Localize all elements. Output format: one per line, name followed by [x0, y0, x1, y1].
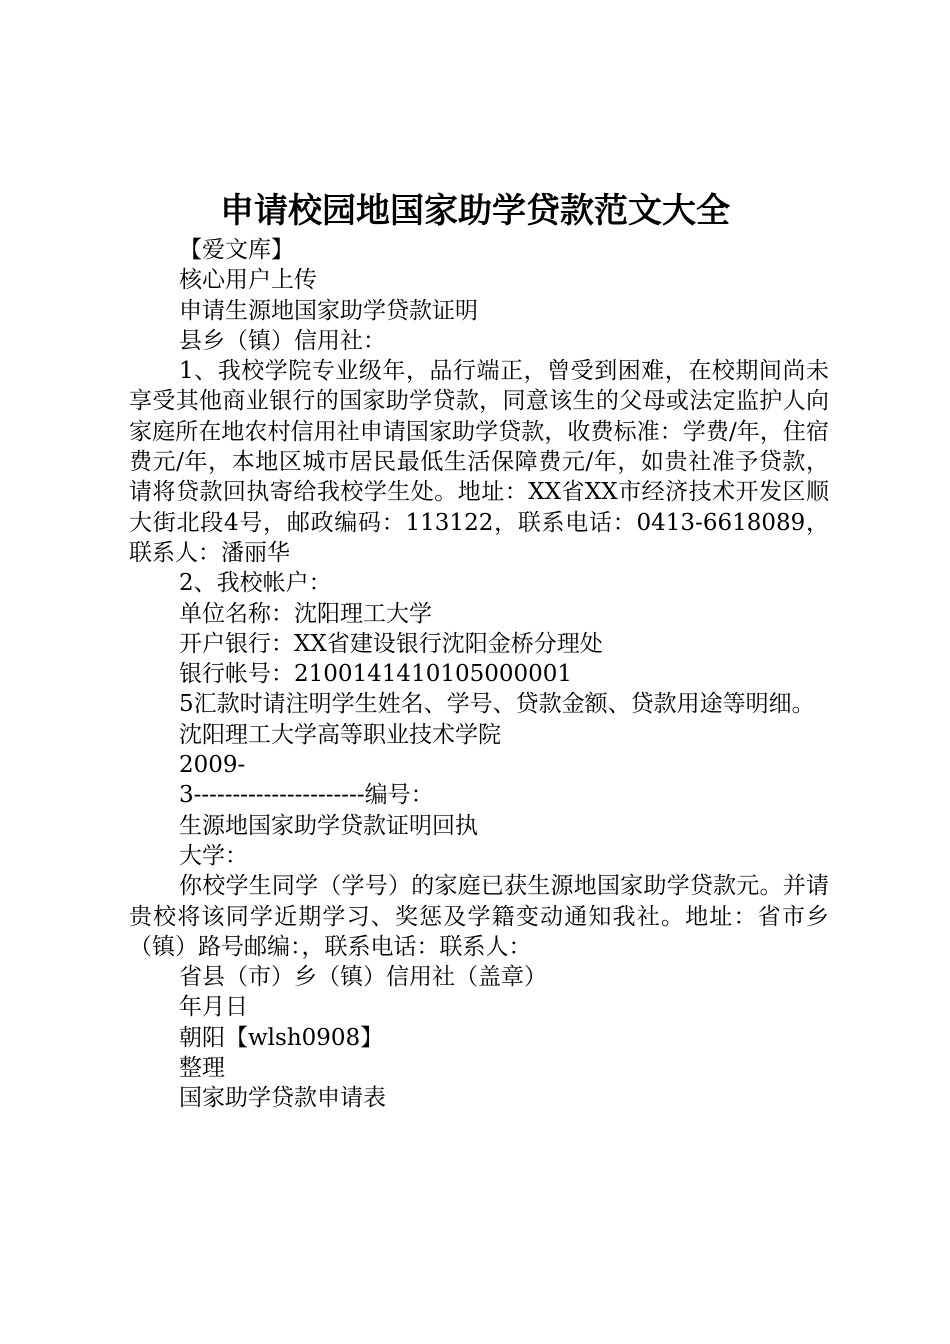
paragraph-institution: 沈阳理工大学高等职业技术学院	[179, 721, 501, 748]
paragraph-item-1: 1、我校学院专业级年，品行端正，曾受到困难，在校期间尚未享受其他商业银行的国家助学贷款，同意该生的父母或法定监护人向家庭所在地农村信用社申请国家助学贷款，收费标准：学费/年，住宿费元/年，本地区城市居民最低生活保障费元/年，如贵社准予贷款，请将贷款回执寄给我校学生处。地址：XX省XX市经济技术开发区顺大街北段4号，邮政编码：113122，联系电话：0413-6618089，联系人：潘丽华	[129, 358, 829, 566]
paragraph-account-number: 银行帐号：2100141410105000001	[179, 661, 573, 688]
paragraph-date: 年月日	[179, 994, 248, 1021]
paragraph-seal: 省县（市）乡（镇）信用社（盖章）	[179, 964, 547, 991]
paragraph-addressee: 县乡（镇）信用社：	[179, 327, 386, 354]
paragraph-remittance-note: 5汇款时请注明学生姓名、学号、贷款金额、贷款用途等明细。	[179, 691, 815, 718]
paragraph-item-2: 2、我校帐户：	[179, 570, 332, 597]
paragraph-bank: 开户银行：XX省建设银行沈阳金桥分理处	[179, 630, 603, 657]
paragraph-compiler: 朝阳【wlsh0908】	[179, 1024, 384, 1051]
paragraph-form-title: 国家助学贷款申请表	[179, 1085, 386, 1112]
paragraph-serial-number: 3----------------------编号：	[179, 782, 434, 809]
paragraph-year: 2009-	[179, 752, 246, 779]
paragraph-account-name: 单位名称：沈阳理工大学	[179, 600, 432, 627]
paragraph-source: 【爱文库】	[179, 237, 294, 263]
paragraph-university: 大学：	[179, 842, 248, 869]
document-title: 申请校园地国家助学贷款范文大全	[220, 191, 730, 231]
paragraph-receipt-body: 你校学生同学（学号）的家庭已获生源地国家助学贷款元。并请贵校将该同学近期学习、奖惩及学籍变动通知我社。地址：省市乡（镇）路号邮编：，联系电话：联系人：	[129, 873, 829, 960]
paragraph-receipt-heading: 生源地国家助学贷款证明回执	[179, 812, 478, 839]
paragraph-uploader: 核心用户上传	[179, 267, 317, 294]
paragraph-arranged: 整理	[179, 1055, 225, 1082]
paragraph-certificate-heading: 申请生源地国家助学贷款证明	[179, 297, 478, 324]
document-body	[129, 235, 829, 1114]
